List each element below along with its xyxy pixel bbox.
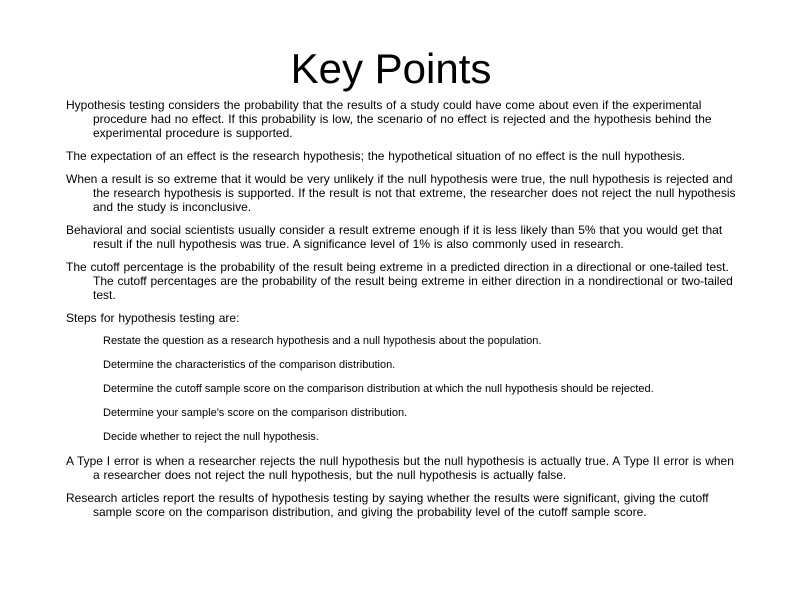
slide-title: Key Points — [290, 45, 492, 92]
step-item: Determine the cutoff sample score on the comparison distribution at which the null hypothesis should be rejected. — [103, 383, 654, 395]
key-point-reporting-results: Research articles report the results of hypothesis testing by saying whether the results were significant, giving the cutoff sample score on the comparison distribution, and giving the probability level of the cutoff sample score. — [66, 491, 709, 519]
step-item: Determine the characteristics of the comparison distribution. — [103, 359, 396, 371]
key-point-cutoff-percentage: The cutoff percentage is the probability of the result being extreme in a predicted direction in a directional or one-tailed test. The cutoff percentages are the probability of the result being extreme in either direction in a nondirectional or two-tailed test. — [66, 260, 733, 302]
key-point-significance-level: Behavioral and social scientists usually consider a result extreme enough if it is less likely than 5% that you would get that result if the null hypothesis was true. A significance level of 1% is also commonly used in research. — [66, 223, 723, 251]
step-item: Determine your sample's score on the comparison distribution. — [103, 407, 408, 419]
step-item: Restate the question as a research hypothesis and a null hypothesis about the population. — [103, 335, 542, 347]
slide-content — [66, 98, 742, 528]
steps-intro: Steps for hypothesis testing are: — [66, 311, 240, 325]
key-point-extreme-result: When a result is so extreme that it would be very unlikely if the null hypothesis were true, the null hypothesis is rejected and the research hypothesis is supported. If the result is not that extreme, the researcher does not reject the null hypothesis and the study is inconclusive. — [66, 172, 736, 214]
key-point-type-errors: A Type I error is when a researcher rejects the null hypothesis but the null hypothesis is actually true. A Type II error is when a researcher does not reject the null hypothesis, but the null hypothesis is actually false. — [66, 454, 734, 482]
key-point-hypothesis-testing: Hypothesis testing considers the probability that the results of a study could have come about even if the experimental procedure had no effect. If this probability is low, the scenario of no effect is rejected and the hypothesis behind the experimental procedure is supported. — [66, 98, 712, 140]
key-point-null-hypothesis: The expectation of an effect is the research hypothesis; the hypothetical situation of no effect is the null hypothesis. — [66, 149, 685, 163]
step-item: Decide whether to reject the null hypothesis. — [103, 431, 319, 443]
steps-list — [66, 334, 742, 444]
